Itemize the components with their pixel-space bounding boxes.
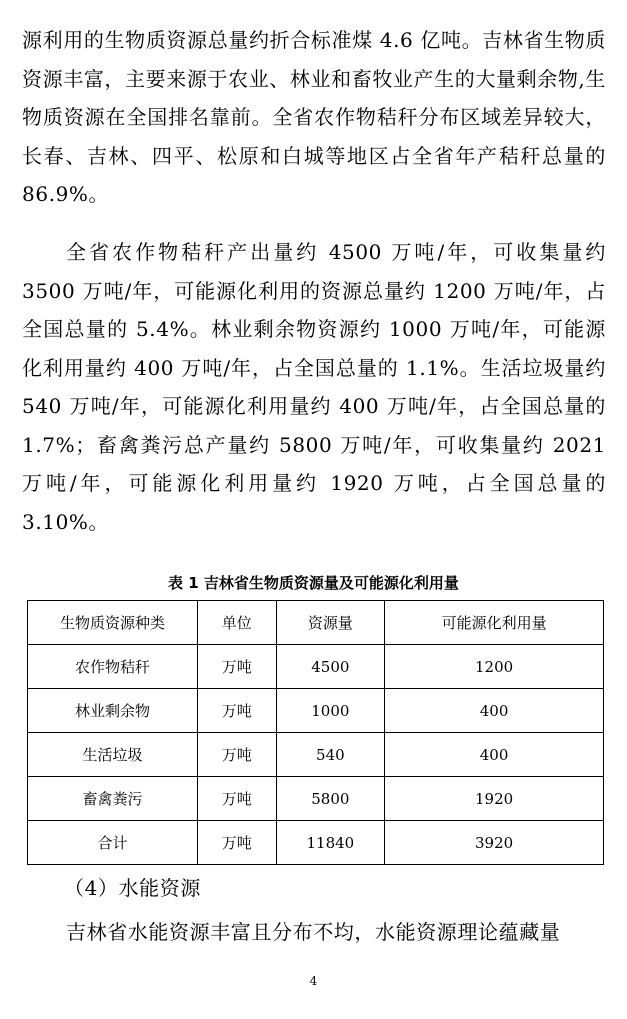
cell-type: 畜禽粪污 (28, 777, 198, 821)
cell-unit: 万吨 (197, 777, 276, 821)
header-cell-usable: 可能源化利用量 (385, 601, 604, 645)
header-cell-amount: 资源量 (276, 601, 385, 645)
cell-type: 生活垃圾 (28, 733, 198, 777)
table-row (28, 689, 604, 733)
header-cell-unit: 单位 (197, 601, 276, 645)
table-row (28, 777, 604, 821)
cell-unit: 万吨 (197, 645, 276, 689)
table-total-row (28, 821, 604, 865)
cell-usable: 3920 (385, 821, 604, 865)
cell-usable: 1200 (385, 645, 604, 689)
biomass-resource-table (27, 600, 604, 865)
cell-type: 林业剩余物 (28, 689, 198, 733)
table-row (28, 645, 604, 689)
body-paragraph-1: 源利用的生物质资源总量约折合标准煤 4.6 亿吨。吉林省生物质资源丰富，主要来源于农业、林业和畜牧业产生的大量剩余物,生物质资源在全国排名靠前。全省农作物秸秆分布区域差异较大，长春、吉林、四平、松原和白城等地区占全省年产秸秆总量的 86.9%。 (22, 28, 606, 206)
cell-amount: 11840 (276, 821, 385, 865)
page-number: 4 (309, 974, 318, 988)
cell-unit: 万吨 (197, 733, 276, 777)
body-paragraph-3: 吉林省水能资源丰富且分布不均，水能资源理论蕴藏量 (66, 920, 561, 944)
cell-amount: 540 (276, 733, 385, 777)
cell-usable: 400 (385, 733, 604, 777)
header-cell-type: 生物质资源种类 (28, 601, 198, 645)
cell-unit: 万吨 (197, 689, 276, 733)
cell-amount: 4500 (276, 645, 385, 689)
cell-type: 合计 (28, 821, 198, 865)
table-header-row (28, 601, 604, 645)
cell-amount: 5800 (276, 777, 385, 821)
table-caption: 表 1 吉林省生物质资源量及可能源化利用量 (168, 574, 459, 592)
cell-usable: 1920 (385, 777, 604, 821)
cell-amount: 1000 (276, 689, 385, 733)
body-paragraph-2: 全省农作物秸秆产出量约 4500 万吨/年，可收集量约 3500 万吨/年，可能源化利用的资源总量约 1200 万吨/年，占全国总量的 5.4%。林业剩余物资源约 1000 万吨/年，可能源化利用量约 400 万吨/年，占全国总量的 1.1%。生活垃圾量约 540 万吨/年，可能源化利用量约 400 万吨/年，占全国总量的 1.7%；畜禽粪污总产量约 5800 万吨/年，可收集量约 2021 万吨/年，可能源化利用量约 1920 万吨，占全国总量的 3.10%。 (22, 240, 606, 534)
cell-usable: 400 (385, 689, 604, 733)
section-heading: （4）水能资源 (64, 876, 201, 900)
cell-unit: 万吨 (197, 821, 276, 865)
cell-type: 农作物秸秆 (28, 645, 198, 689)
table-row (28, 733, 604, 777)
